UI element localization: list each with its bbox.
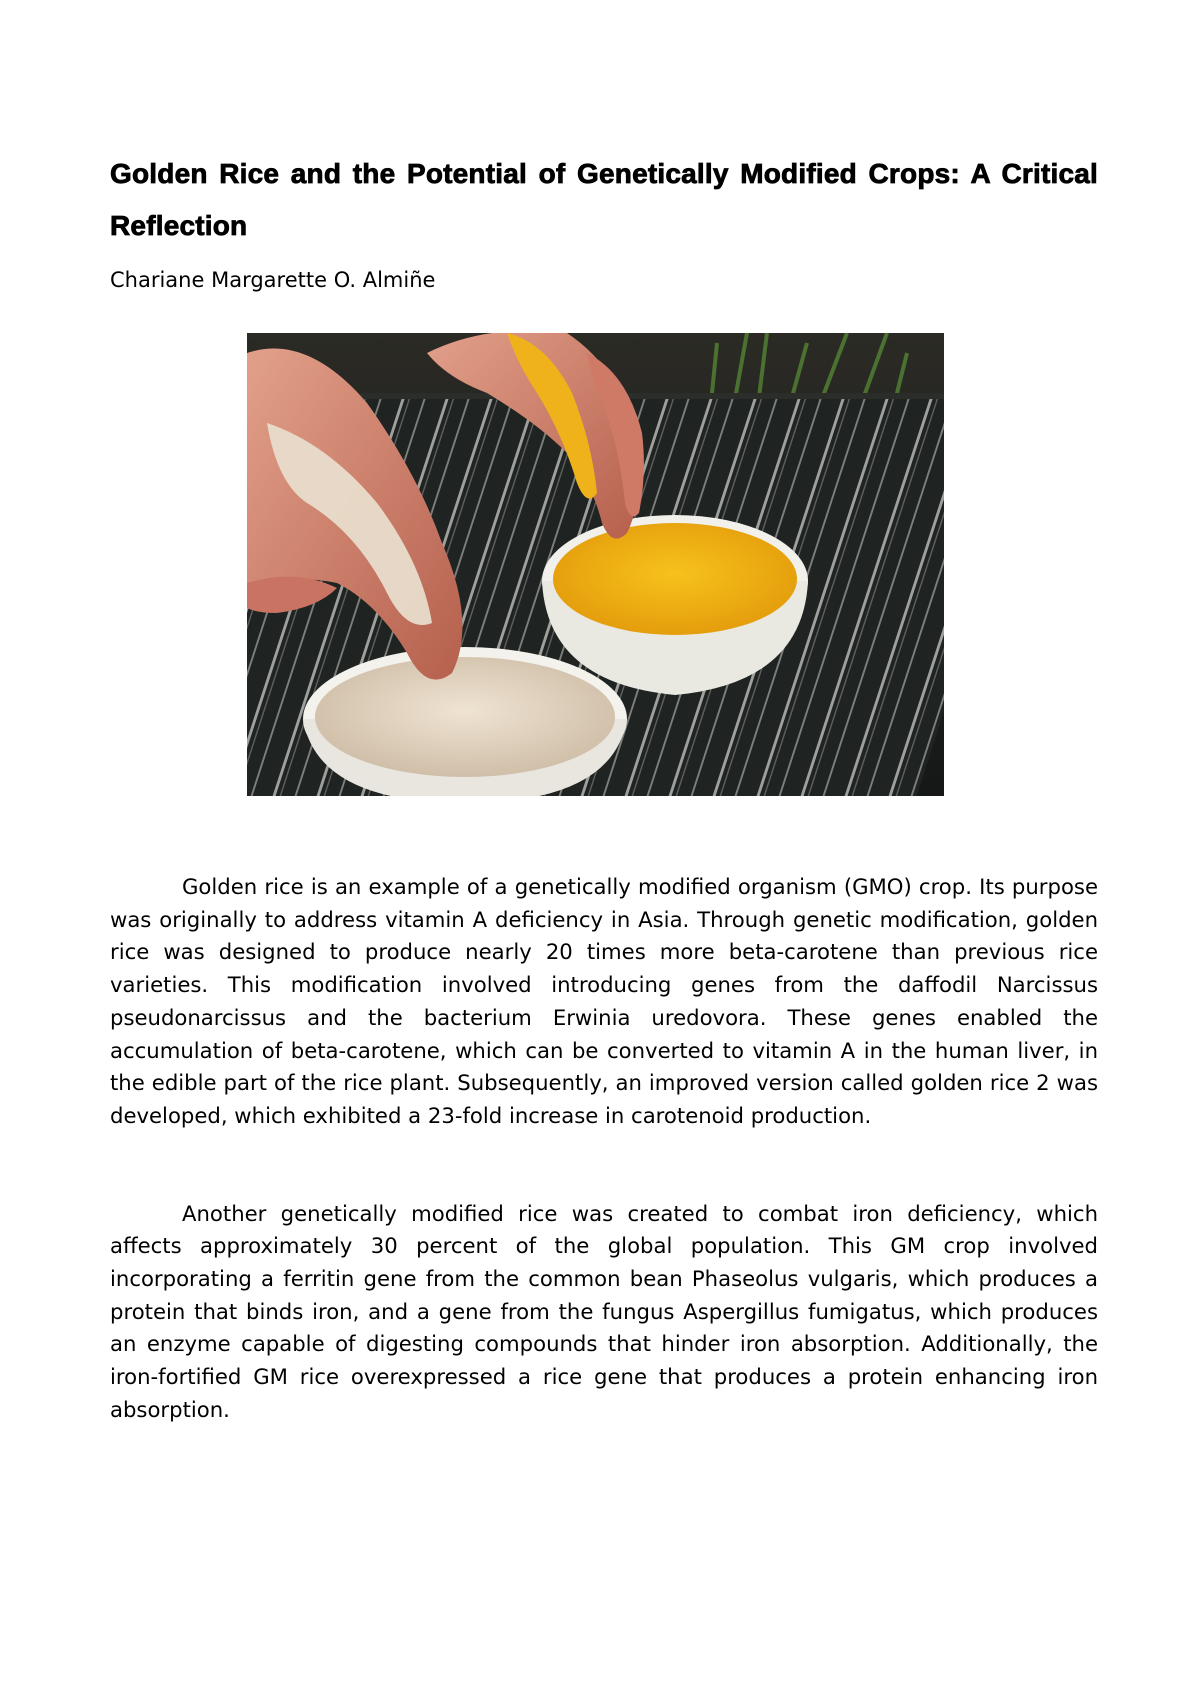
- document-page: [110, 148, 1098, 1422]
- document-author: Chariane Margarette O. Almiñe: [110, 268, 436, 292]
- paragraph-golden-rice: Golden rice is an example of a genetically modified organism (GMO) crop. Its purpose was originally to address vitamin A deficiency in Asia. Through genetic modification, golden rice was designed to produce nearly 20 times more beta-carotene than previous rice varieties. This modification involved introducing genes from the daffodil Narcissus pseudonarcissus and the bacterium Erwinia uredovora. These genes enabled the accumulation of beta-carotene, which can be converted to vitamin A in the human liver, in the edible part of the rice plant. Subsequently, an improved version called golden rice 2 was developed, which exhibited a 23-fold increase in carotenoid production.: [110, 874, 1098, 1128]
- document-body: [110, 871, 1098, 1427]
- document-title: Golden Rice and the Potential of Genetically Modified Crops: A Critical Reflection: [110, 158, 1098, 241]
- rice-photo-icon: [247, 333, 944, 796]
- paragraph-iron-rice: Another genetically modified rice was created to combat iron deficiency, which affects approximately 30 percent of the global population. This GM crop involved incorporating a ferritin gene from the common bean Phaseolus vulgaris, which produces a protein that binds iron, and a gene from the fungus Aspergillus fumigatus, which produces an enzyme capable of digesting compounds that hinder iron absorption. Additionally, the iron-fortified GM rice overexpressed a rice gene that produces a protein enhancing iron absorption.: [110, 1200, 1098, 1422]
- rice-photo: [247, 333, 944, 796]
